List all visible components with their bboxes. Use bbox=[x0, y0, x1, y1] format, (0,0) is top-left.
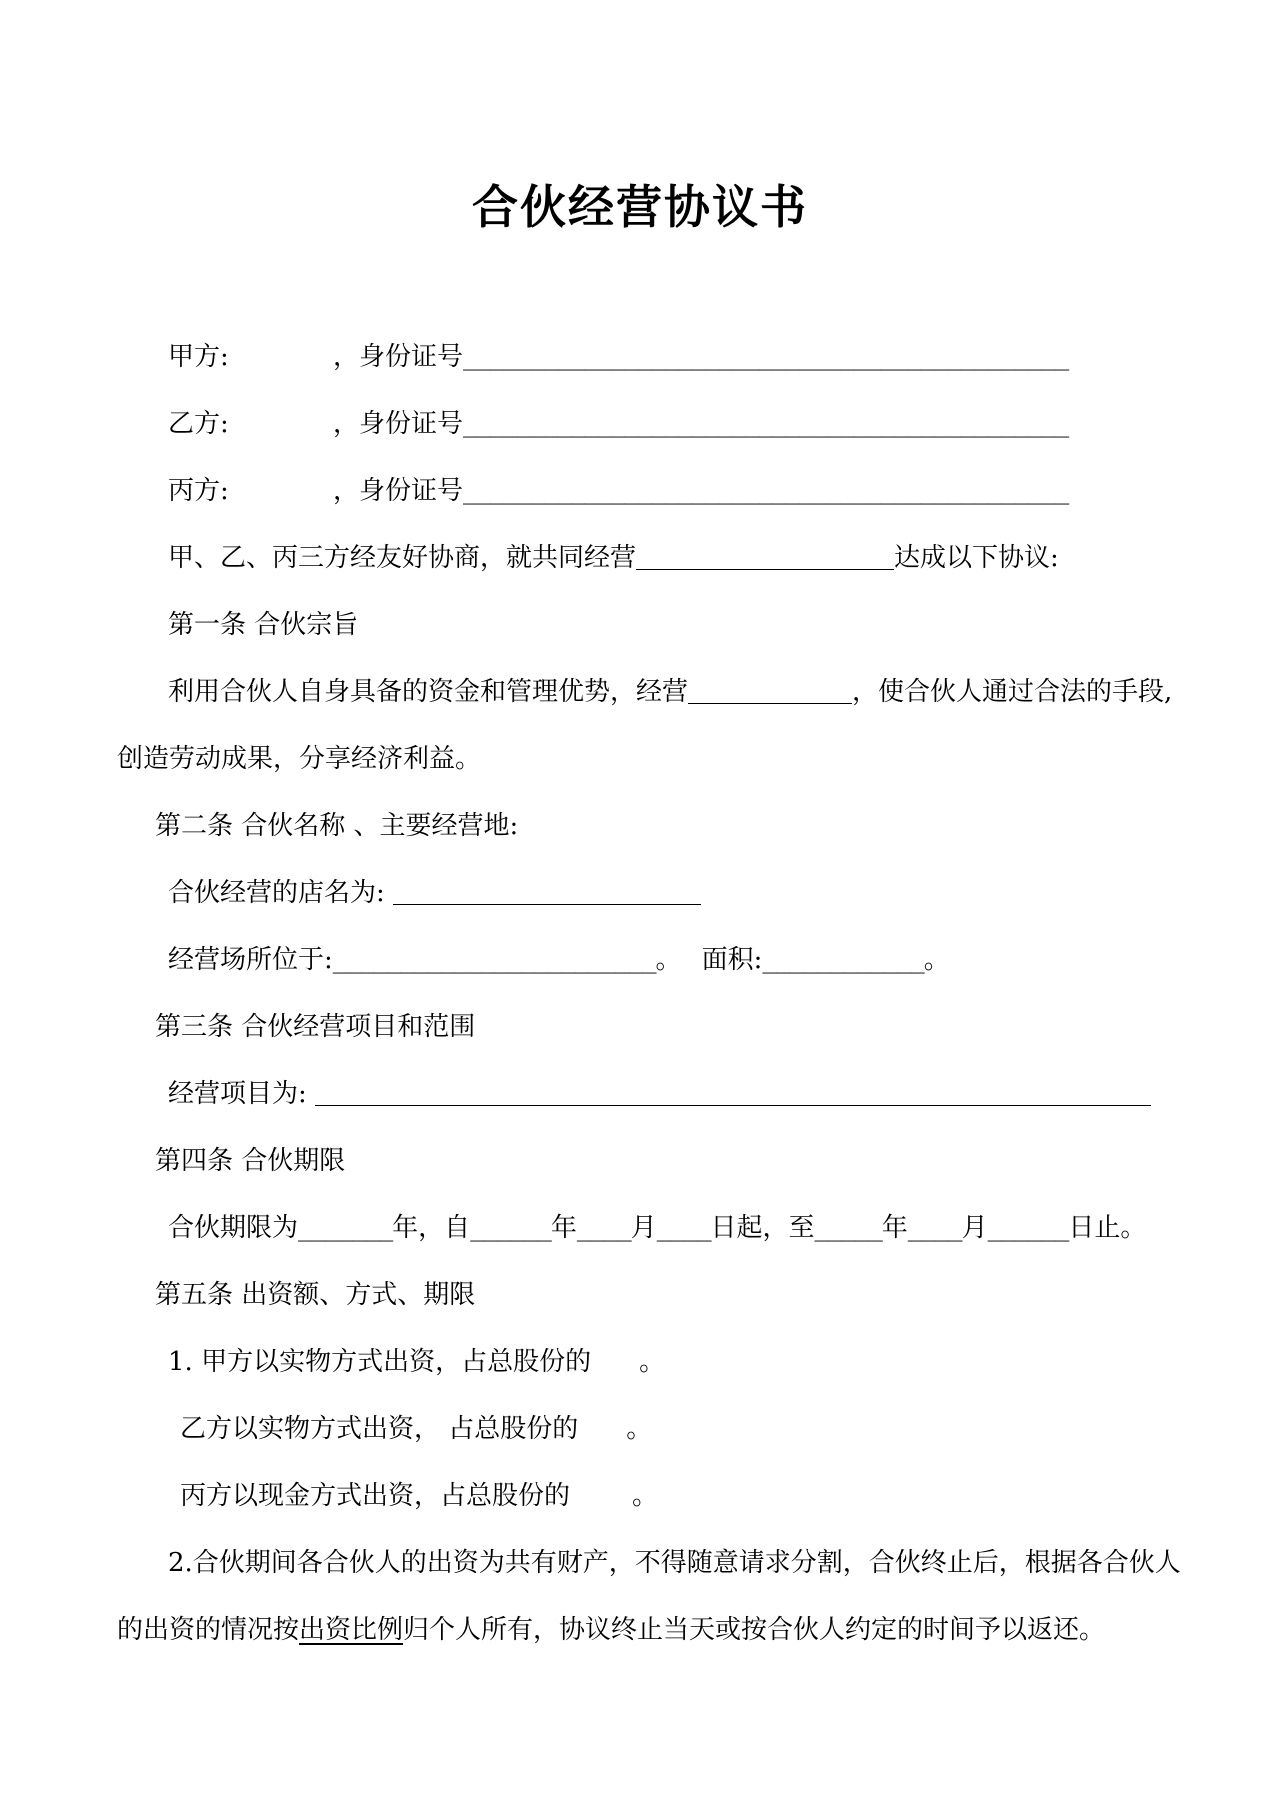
term-text: 日起，至 bbox=[710, 1213, 815, 1243]
location-period: 。 bbox=[655, 945, 682, 975]
article-5-heading: 第五条 出资额、方式、期限 bbox=[155, 1280, 476, 1310]
intro-line bbox=[168, 541, 1059, 575]
party-c-row bbox=[168, 474, 1069, 508]
item-2-text: 的出资的情况按 bbox=[117, 1615, 300, 1645]
contribution-a-period: 。 bbox=[639, 1347, 666, 1377]
shop-name-label: 合伙经营的店名为: bbox=[168, 878, 394, 908]
contribution-a-text: 1. 甲方以实物方式出资，占总股份的 bbox=[168, 1347, 592, 1377]
operate-blank[interactable] bbox=[688, 677, 852, 704]
party-b-id-field[interactable]: _____________________________________________ bbox=[463, 410, 1069, 438]
term-text: 月 bbox=[961, 1213, 988, 1243]
contribution-b-text: 乙方以实物方式出资， 占总股份的 bbox=[180, 1414, 579, 1444]
end-year-field[interactable]: _____ bbox=[814, 1214, 882, 1242]
contribution-b bbox=[180, 1412, 652, 1446]
end-month-field[interactable]: ____ bbox=[907, 1214, 962, 1242]
location-label: 经营场所位于: bbox=[168, 945, 333, 975]
start-year-field[interactable]: ______ bbox=[470, 1214, 551, 1242]
article-1-line-1 bbox=[168, 675, 1172, 709]
scope-row bbox=[168, 1077, 1151, 1111]
party-b-id-label: ，身份证号 bbox=[333, 409, 464, 439]
scope-blank[interactable] bbox=[315, 1079, 1151, 1106]
party-c-id-label: ，身份证号 bbox=[333, 476, 464, 506]
area-field[interactable]: ____________ bbox=[762, 946, 924, 974]
contribution-c-text: 丙方以现金方式出资，占总股份的 bbox=[180, 1481, 571, 1511]
start-day-field[interactable]: ____ bbox=[656, 1214, 711, 1242]
contribution-a bbox=[168, 1345, 665, 1379]
area-label: 面积: bbox=[701, 945, 763, 975]
intro-text: 甲、乙、丙三方经友好协商，就共同经营 bbox=[168, 543, 637, 573]
area-period: 。 bbox=[923, 945, 950, 975]
end-day-field[interactable]: ______ bbox=[987, 1214, 1069, 1242]
party-a-label: 甲方: bbox=[168, 342, 229, 372]
contribution-c-period: 。 bbox=[632, 1481, 659, 1511]
page-title: 合伙经营协议书 bbox=[472, 180, 808, 234]
contribution-ratio-text: 出资比例 bbox=[299, 1615, 404, 1645]
intro-text-end: 达成以下协议: bbox=[894, 543, 1059, 573]
article-2-heading: 第二条 合伙名称 、主要经营地: bbox=[155, 811, 519, 841]
shop-name-blank[interactable] bbox=[393, 878, 701, 905]
article-1-text-end: ，使合伙人通过合法的手段, bbox=[852, 677, 1173, 707]
item-2-line-1: 2.合伙期间各合伙人的出资为共有财产，不得随意请求分割，合伙终止后，根据各合伙人 bbox=[168, 1548, 1181, 1578]
location-field[interactable]: ________________________ bbox=[332, 946, 656, 974]
party-a-id-field[interactable]: _____________________________________________ bbox=[463, 343, 1069, 371]
article-3-heading: 第三条 合伙经营项目和范围 bbox=[155, 1012, 476, 1042]
item-2-text-end: 归个人所有，协议终止当天或按合伙人约定的时间予以返还。 bbox=[403, 1615, 1106, 1645]
term-text: 年 bbox=[550, 1213, 577, 1243]
item-2-line-2 bbox=[117, 1613, 1105, 1647]
term-years-field[interactable]: _______ bbox=[298, 1214, 393, 1242]
scope-label: 经营项目为: bbox=[168, 1079, 316, 1109]
location-row bbox=[168, 943, 950, 977]
business-blank[interactable] bbox=[636, 543, 894, 570]
article-4-heading: 第四条 合伙期限 bbox=[155, 1146, 346, 1176]
party-a-id-label: ，身份证号 bbox=[333, 342, 464, 372]
party-b-label: 乙方: bbox=[168, 409, 229, 439]
term-text: 年 bbox=[881, 1213, 908, 1243]
party-b-row bbox=[168, 407, 1069, 441]
term-text: 合伙期限为 bbox=[168, 1213, 299, 1243]
start-month-field[interactable]: ____ bbox=[576, 1214, 631, 1242]
article-1-line-2: 创造劳动成果，分享经济利益。 bbox=[117, 744, 482, 774]
contribution-c bbox=[180, 1479, 658, 1513]
shop-name-row bbox=[168, 876, 701, 910]
party-a-row bbox=[168, 340, 1069, 374]
term-text: 年，自 bbox=[392, 1213, 471, 1243]
term-text: 日止。 bbox=[1068, 1213, 1147, 1243]
article-1-text: 利用合伙人自身具备的资金和管理优势，经营 bbox=[168, 677, 689, 707]
party-c-label: 丙方: bbox=[168, 476, 229, 506]
term-text: 月 bbox=[630, 1213, 657, 1243]
contribution-b-period: 。 bbox=[626, 1414, 653, 1444]
term-row bbox=[168, 1211, 1146, 1245]
party-c-id-field[interactable]: _____________________________________________ bbox=[463, 477, 1069, 505]
article-1-heading: 第一条 合伙宗旨 bbox=[168, 610, 359, 640]
